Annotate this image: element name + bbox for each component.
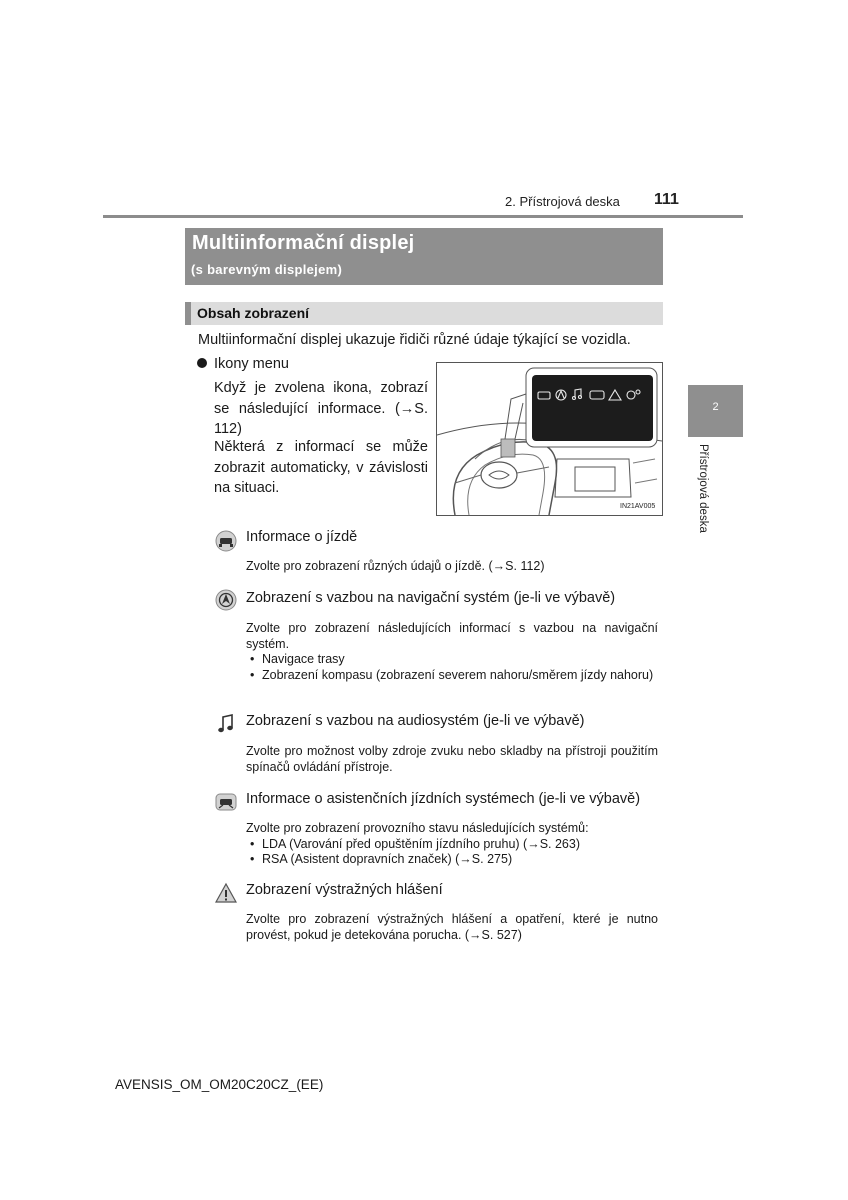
list-item: • Navigace trasy [246, 652, 658, 668]
section-heading-bar [185, 302, 663, 325]
item-title-navigation: Zobrazení s vazbou na navigační systém (je-li ve výbavě) [246, 590, 616, 606]
item-title-warning: Zobrazení výstražných hlášení [246, 882, 443, 898]
page-subtitle: (s barevným displejem) [191, 262, 343, 277]
item-title-driving-info: Informace o jízdě [246, 529, 358, 545]
item-text-warning: Zvolte pro zobrazení výstražných hlášení a opatření, které je nutno provést, pokud je detekována porucha. (→S. 527) [246, 912, 658, 942]
item-title-driving-assist: Informace o asistenčních jízdních systémech (je-li ve výbavě) [246, 791, 641, 807]
item-text-driving-assist [246, 821, 658, 868]
driving-info-icon [215, 530, 237, 552]
menu-icons-paragraph-2: Některá z informací se může zobrazit automaticky, v závislosti na situaci. [214, 439, 428, 497]
list-item: • LDA (Varování před opuštěním jízdního pruhu) (→S. 263) [246, 837, 658, 853]
page-title: Multiinformační displej [192, 232, 415, 254]
item-title-audio: Zobrazení s vazbou na audiosystém (je-li ve výbavě) [246, 713, 585, 729]
section-title: Obsah zobrazení [197, 305, 310, 321]
menu-icons-paragraph-1: Když je zvolena ikona, zobrazí se následující informace. (→S. 112) [214, 380, 428, 438]
menu-icons-label: Ikony menu [214, 356, 289, 372]
list-item: • RSA (Asistent dopravních značek) (→S. 275) [246, 852, 658, 868]
driving-assist-icon [215, 791, 237, 813]
section-accent [185, 302, 191, 325]
item-text-navigation-body: Zvolte pro zobrazení následujících informací s vazbou na navigační systém. [246, 621, 658, 651]
title-banner [185, 228, 663, 285]
audio-icon [215, 713, 237, 735]
header-rule [103, 215, 743, 218]
illustration-code: IN21AV005 [620, 503, 656, 510]
document-code-footer: AVENSIS_OM_OM20C20CZ_(EE) [115, 1077, 324, 1092]
list-item: • Zobrazení kompasu (zobrazení severem nahoru/směrem jízdy nahoru) [246, 668, 658, 684]
item-text-navigation [246, 621, 658, 683]
page-number: 111 [654, 191, 679, 208]
bullet-dot [197, 358, 207, 368]
item-text-driving-info: Zvolte pro zobrazení různých údajů o jízdě. (→S. 112) [246, 559, 545, 573]
chapter-tab [688, 385, 743, 437]
item-text-audio: Zvolte pro možnost volby zdroje zvuku nebo skladby na přístroji použitím spínačů ovládání přístroje. [246, 744, 658, 774]
steering-wheel-display-drawing [437, 363, 662, 515]
running-header-section: 2. Přístrojová deska [505, 194, 620, 209]
dashboard-illustration [436, 362, 663, 516]
warning-icon [215, 882, 237, 904]
navigation-icon [215, 589, 237, 611]
chapter-number: 2 [712, 401, 719, 413]
intro-paragraph: Multiinformační displej ukazuje řidiči různé údaje týkající se vozidla. [198, 332, 631, 348]
chapter-label: Přístrojová deska [697, 444, 709, 533]
item-text-driving-assist-body: Zvolte pro zobrazení provozního stavu následujících systémů: [246, 821, 589, 835]
